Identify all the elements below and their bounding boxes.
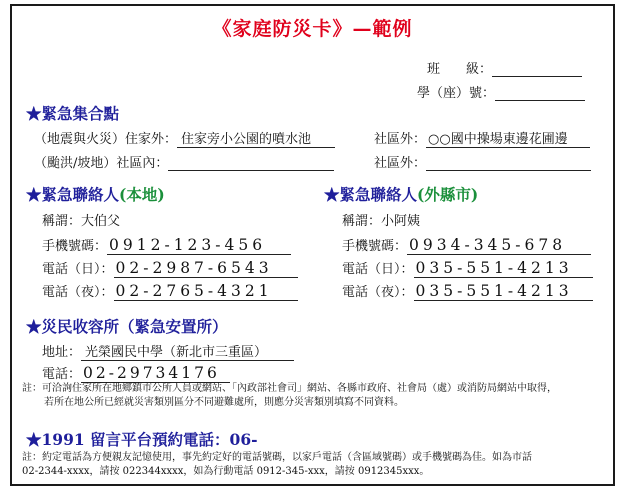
remote-mobile-row — [342, 235, 591, 255]
seat-row — [417, 82, 585, 101]
remote-title-row — [342, 210, 420, 229]
local-title-value[interactable]: 大伯父 — [81, 214, 121, 229]
seat-label: 學（座）號： — [417, 86, 496, 101]
remote-title-value[interactable]: 小阿姨 — [381, 214, 421, 229]
assembly-heading: ★緊急集合點 — [26, 104, 120, 123]
assembly-row1-value[interactable]: 住家旁小公園的噴水池 — [177, 128, 335, 148]
note-1-line-2: 若所在地公所已經就災害類別區分不同避難處所，則應分災害類別填寫不同資料。 — [44, 397, 404, 408]
assembly-row1-prefix: （地震與火災）住家外： — [34, 132, 178, 147]
remote-contact-heading-label: ★緊急聯絡人 — [324, 185, 418, 204]
remote-contact-heading — [324, 183, 478, 205]
remote-night-row — [342, 281, 593, 301]
local-title-row — [42, 210, 120, 229]
local-mobile-row — [42, 235, 291, 255]
shelter-phone-row — [42, 363, 230, 383]
shelter-phone-value[interactable]: 02-29734176 — [81, 365, 230, 383]
assembly-row-1-community — [374, 128, 590, 148]
shelter-heading: ★災民收容所（緊急安置所） — [26, 317, 228, 336]
remote-mobile-value[interactable]: 0934-345-678 — [407, 237, 591, 255]
class-row — [427, 58, 582, 77]
assembly-row1-comm-label: 社區外： — [374, 132, 427, 147]
assembly-row-2 — [34, 152, 334, 171]
remote-day-value[interactable]: 035-551-4213 — [414, 260, 593, 278]
assembly-row2-field[interactable] — [168, 155, 334, 171]
local-mobile-value[interactable]: 0912-123-456 — [107, 237, 291, 255]
remote-night-value[interactable]: 035-551-4213 — [414, 283, 593, 301]
local-day-row — [42, 258, 298, 278]
note-1-line-1: 註：可洽詢住家所在地鄉鎮市公所人員或網站、「內政部社會司」網站、各縣市政府、社會局（處）或消防局網站中取得， — [22, 383, 557, 394]
assembly-row-2-community — [374, 152, 591, 171]
local-day-label: 電話（日）： — [42, 262, 114, 277]
assembly-row2-prefix: （颱洪/坡地）社區內： — [34, 156, 169, 171]
assembly-row1-comm-value[interactable]: ○○國中操場東邊花圃邊 — [426, 128, 590, 148]
hotline-1991: ★1991 留言平台預約電話：06- — [26, 430, 258, 449]
seat-field[interactable] — [495, 85, 585, 101]
assembly-row-1 — [34, 128, 335, 148]
note-2-line-1: 註：約定電話為方便親友記憶使用，事先約定好的電話號碼，以家戶電話（含區域號碼）或手機號碼為佳。如為市話 — [22, 452, 532, 463]
assembly-row2-comm-field[interactable] — [426, 155, 591, 171]
local-contact-heading — [26, 183, 165, 205]
class-label: 班 級： — [427, 62, 493, 77]
remote-day-row — [342, 258, 593, 278]
local-night-value[interactable]: 02-2765-4321 — [114, 283, 298, 301]
local-contact-tag: (本地) — [119, 185, 165, 204]
local-day-value[interactable]: 02-2987-6543 — [114, 260, 298, 278]
assembly-row2-comm-label: 社區外： — [374, 156, 427, 171]
local-title-label: 稱謂： — [42, 214, 82, 229]
local-night-label: 電話（夜）： — [42, 285, 114, 300]
remote-contact-tag: (外縣市) — [417, 185, 479, 204]
remote-day-label: 電話（日）： — [342, 262, 414, 277]
class-field[interactable] — [492, 61, 582, 77]
page-title: 《家庭防災卡》—範例 — [212, 18, 413, 40]
shelter-address-label: 地址： — [42, 345, 82, 360]
shelter-address-value[interactable]: 光榮國民中學（新北市三重區） — [81, 341, 294, 361]
local-mobile-label: 手機號碼： — [42, 239, 108, 254]
remote-mobile-label: 手機號碼： — [342, 239, 408, 254]
local-contact-heading-label: ★緊急聯絡人 — [26, 185, 120, 204]
shelter-phone-label: 電話： — [42, 367, 82, 382]
note-2-line-2: 02-2344-xxxx，請按 022344xxxx，如為行動電話 0912-345-xxx，請按 0912345xxx。 — [22, 466, 430, 477]
remote-night-label: 電話（夜）： — [342, 285, 414, 300]
disaster-card — [10, 4, 615, 486]
shelter-address-row — [42, 341, 294, 361]
remote-title-label: 稱謂： — [342, 214, 382, 229]
local-night-row — [42, 281, 298, 301]
